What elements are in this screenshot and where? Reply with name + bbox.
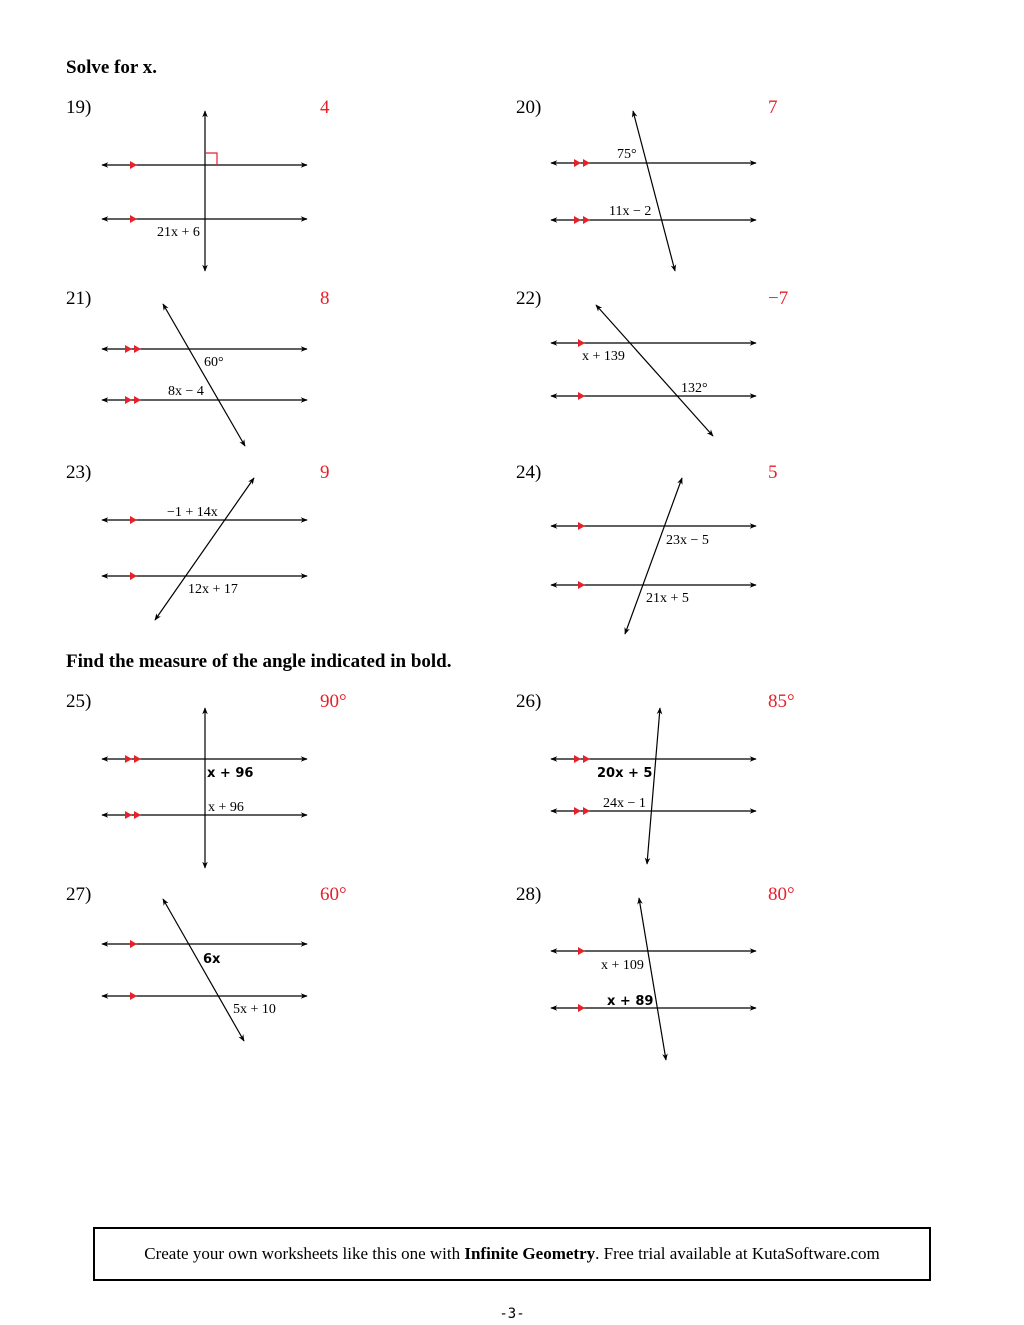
- problem-number: 20): [516, 97, 542, 118]
- angle-label: 132°: [681, 381, 708, 396]
- figure-20: [551, 111, 756, 271]
- parallel-marker: [578, 581, 585, 589]
- angle-label: 60°: [204, 355, 224, 370]
- answer: 90°: [320, 691, 347, 712]
- angle-label: 12x + 17: [188, 582, 238, 597]
- parallel-marker: [130, 940, 137, 948]
- angle-label: 24x − 1: [603, 796, 646, 811]
- parallel-marker: [578, 1004, 585, 1012]
- figure-21: [102, 304, 307, 446]
- right-angle-mark: [205, 153, 217, 165]
- answer: 5: [768, 462, 778, 483]
- angle-label: 23x − 5: [666, 533, 709, 548]
- angle-label: x + 96: [208, 800, 244, 815]
- problem-number: 22): [516, 288, 542, 309]
- footer-suffix: . Free trial available at KutaSoftware.com: [595, 1244, 880, 1263]
- angle-label: 21x + 5: [646, 591, 689, 606]
- transversal-line: [596, 305, 713, 436]
- transversal-line: [639, 898, 666, 1060]
- answer: 60°: [320, 884, 347, 905]
- problem-number: 24): [516, 462, 542, 483]
- page-number: -3-: [499, 1306, 525, 1322]
- parallel-marker: [578, 339, 585, 347]
- answer: 4: [320, 97, 330, 118]
- problem-number: 21): [66, 288, 92, 309]
- parallel-marker: [130, 572, 137, 580]
- figure-27: [102, 899, 307, 1041]
- answer: −7: [768, 288, 789, 309]
- angle-label: x + 139: [582, 349, 625, 364]
- figure-24: [551, 478, 756, 634]
- problem-number: 23): [66, 462, 92, 483]
- footer-product: Infinite Geometry: [464, 1244, 596, 1263]
- angle-label-bold: 6x: [203, 952, 221, 967]
- transversal-line: [633, 111, 675, 271]
- transversal-line: [163, 899, 244, 1041]
- angle-label: −1 + 14x: [167, 505, 218, 520]
- angle-label: 8x − 4: [168, 384, 204, 399]
- transversal-line: [647, 708, 660, 864]
- angle-label: x + 109: [601, 958, 644, 973]
- section-title-angle: Find the measure of the angle indicated in bold.: [66, 651, 452, 672]
- figure-25: [102, 708, 307, 868]
- problem-number: 28): [516, 884, 542, 905]
- transversal-line: [155, 478, 254, 620]
- parallel-marker: [578, 392, 585, 400]
- parallel-marker: [130, 215, 137, 223]
- footer-text: [144, 1244, 880, 1264]
- figure-19: [102, 111, 307, 271]
- problem-number: 26): [516, 691, 542, 712]
- transversal-line: [625, 478, 682, 634]
- parallel-marker: [130, 161, 137, 169]
- problem-number: 25): [66, 691, 92, 712]
- problem-number: 19): [66, 97, 92, 118]
- angle-label: 21x + 6: [157, 225, 200, 240]
- answer: 7: [768, 97, 778, 118]
- figure-22: [551, 305, 756, 436]
- answer: 9: [320, 462, 330, 483]
- parallel-marker: [578, 947, 585, 955]
- figure-23: [102, 478, 307, 620]
- footer-box: [93, 1227, 931, 1281]
- transversal-line: [163, 304, 245, 446]
- answer: 80°: [768, 884, 795, 905]
- parallel-marker: [130, 992, 137, 1000]
- angle-label: 5x + 10: [233, 1002, 276, 1017]
- figure-26: [551, 708, 756, 864]
- angle-label: 75°: [617, 147, 637, 162]
- angle-label-bold: x + 96: [207, 766, 254, 781]
- angle-label-bold: 20x + 5: [597, 766, 653, 781]
- problem-number: 27): [66, 884, 92, 905]
- parallel-marker: [578, 522, 585, 530]
- section-title-solve: Solve for x.: [66, 57, 157, 78]
- angle-label-bold: x + 89: [607, 994, 654, 1009]
- footer-prefix: Create your own worksheets like this one with: [144, 1244, 465, 1263]
- answer: 85°: [768, 691, 795, 712]
- parallel-marker: [130, 516, 137, 524]
- figure-28: [551, 898, 756, 1060]
- angle-label: 11x − 2: [609, 204, 652, 219]
- answer: 8: [320, 288, 330, 309]
